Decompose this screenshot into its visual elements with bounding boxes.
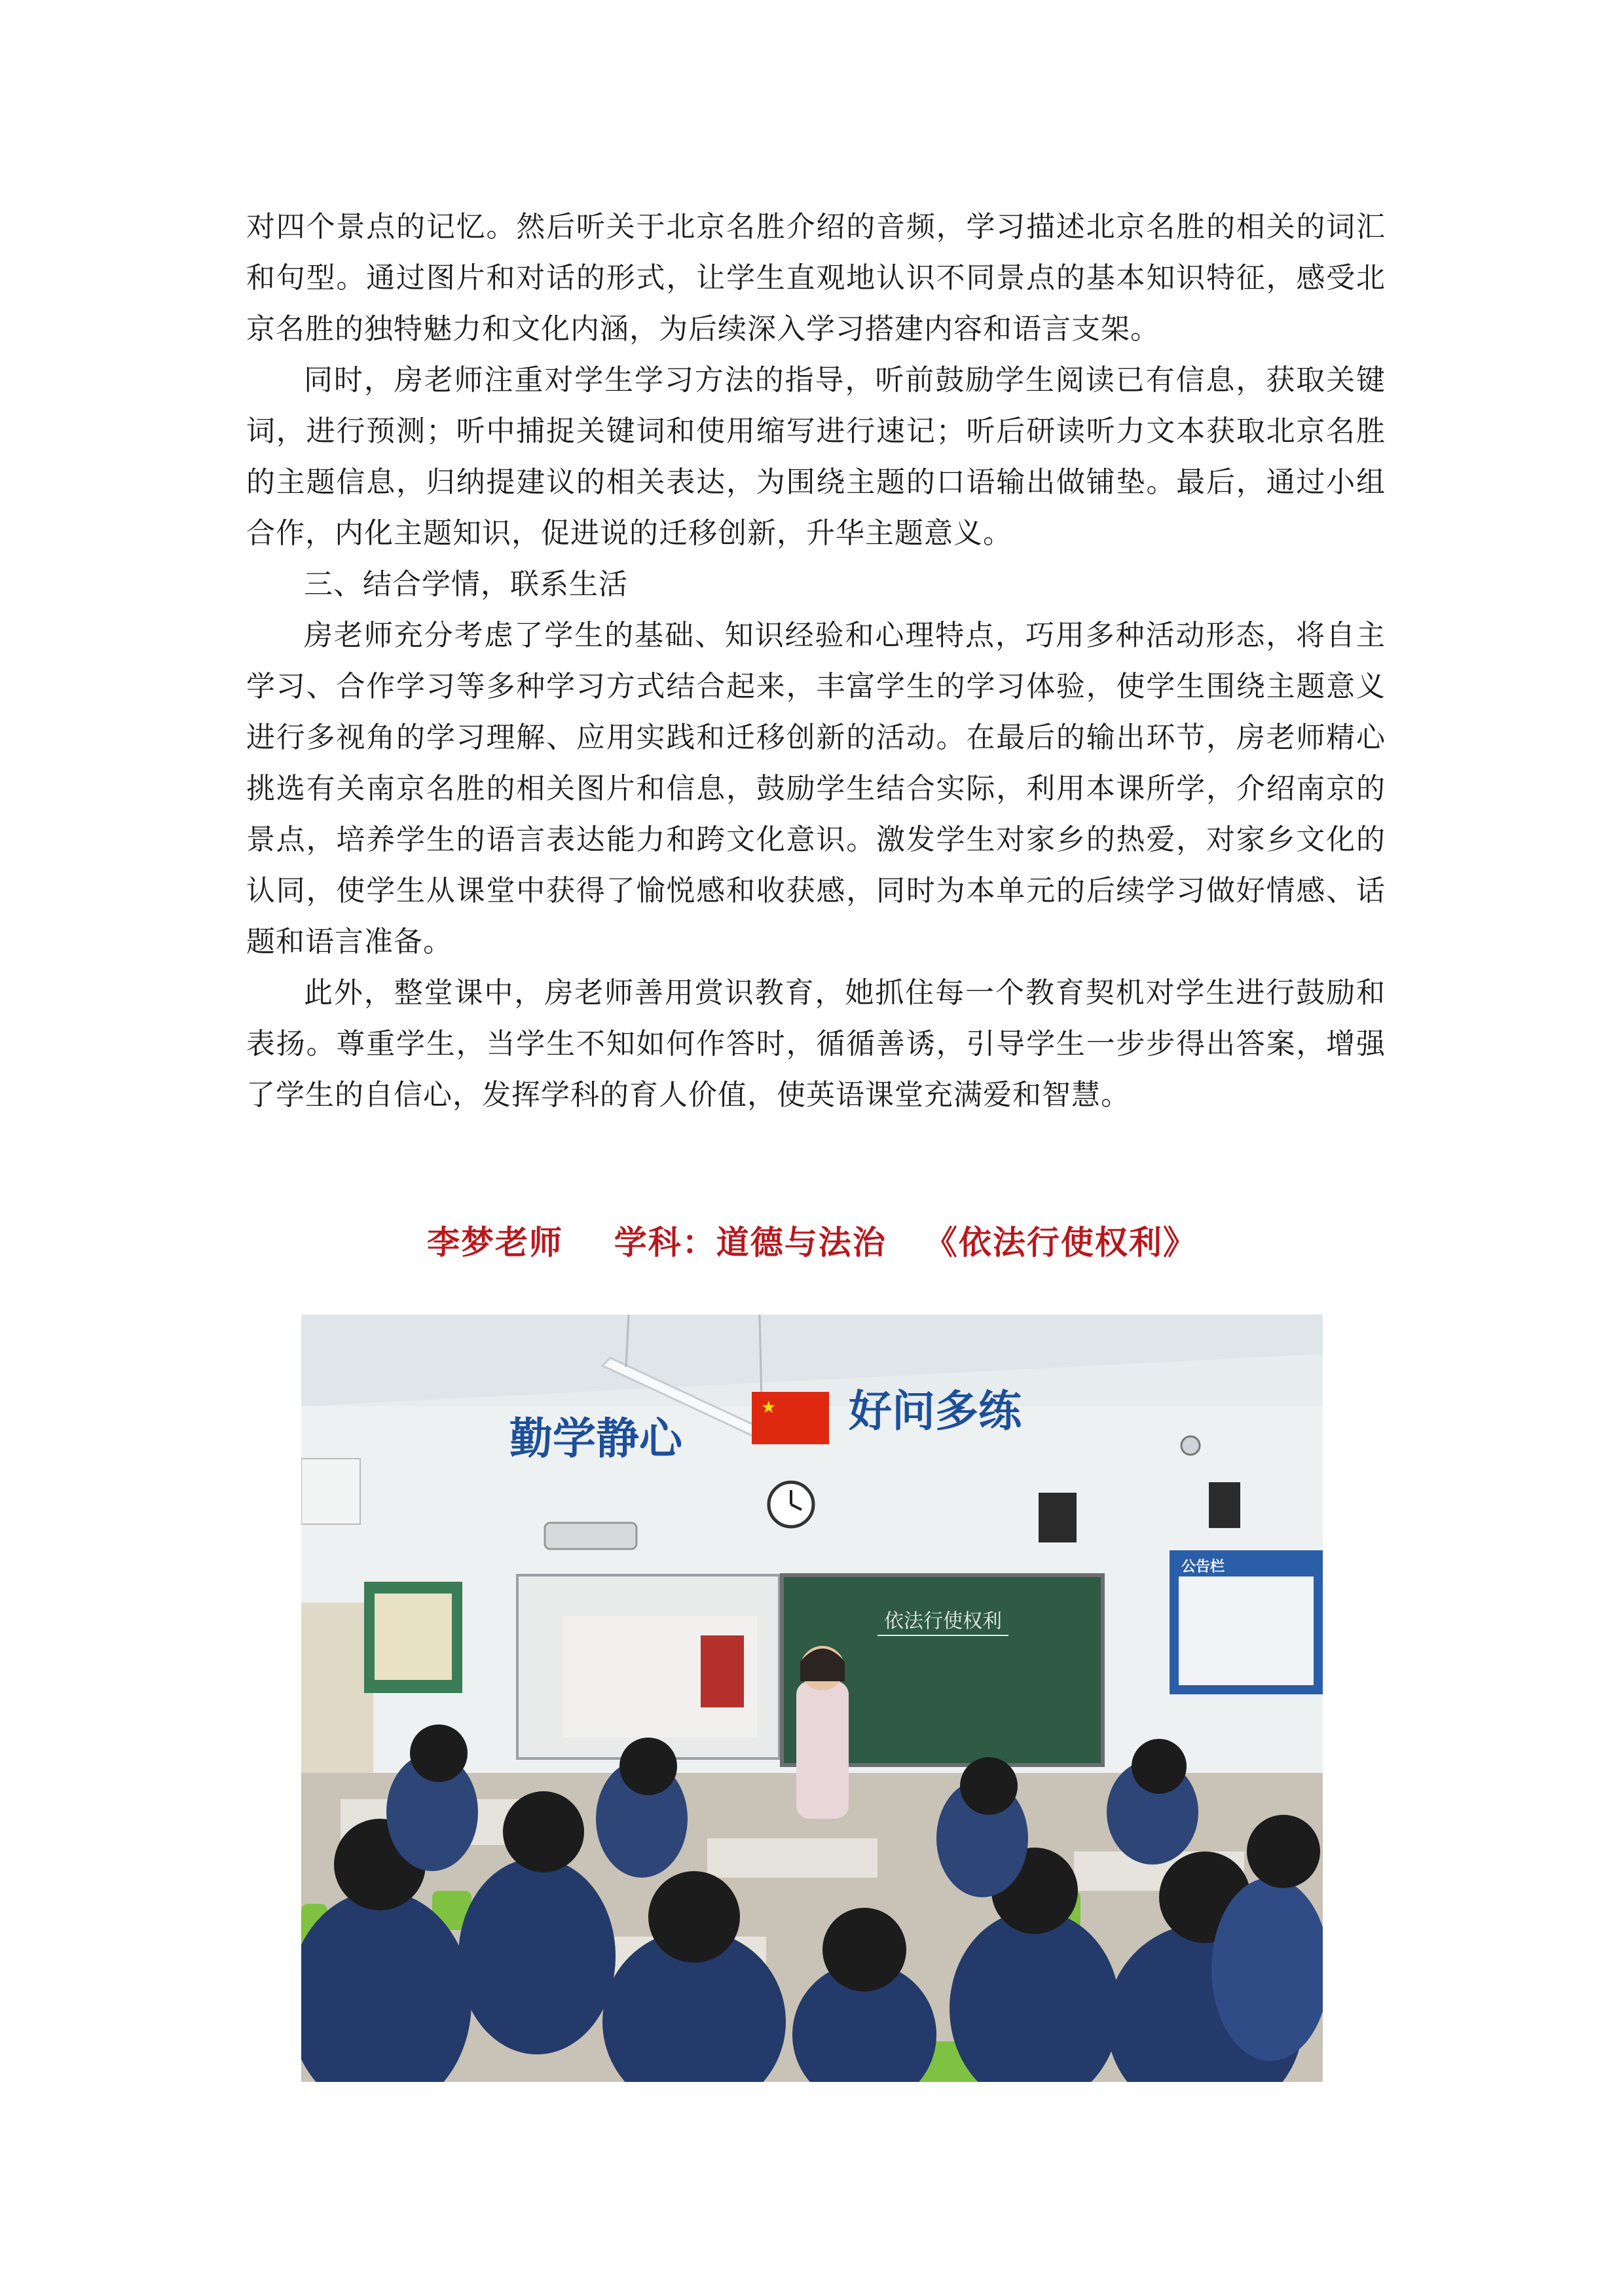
svg-text:勤学静心: 勤学静心 bbox=[509, 1413, 682, 1464]
svg-text:公告栏: 公告栏 bbox=[1181, 1559, 1225, 1575]
wall-slogan-left bbox=[509, 1413, 684, 1464]
svg-text:依法行使权利: 依法行使权利 bbox=[884, 1610, 1002, 1633]
paragraph-continuation: 对四个景点的记忆。然后听关于北京名胜介绍的音频，学习描述北京名胜的相关的词汇和句型。通过图片和对话的形式，让学生直观地认识不同景点的基本知识特征，感受北京名胜的独特魅力和文化内涵，为后续深入学习搭建内容和语言支架。 bbox=[246, 210, 1386, 346]
notice-board bbox=[1170, 1550, 1323, 1694]
photo-caption: 李梦老师 学科：道德与法治 《依法行使权利》 bbox=[427, 1224, 1197, 1262]
classroom-photo bbox=[301, 1315, 1323, 2082]
wall-clock-icon bbox=[769, 1482, 813, 1527]
svg-text:好问多练: 好问多练 bbox=[849, 1386, 1022, 1436]
wall-slogan-right bbox=[849, 1386, 1024, 1436]
body-text bbox=[246, 202, 1386, 1121]
teacher-figure bbox=[796, 1646, 849, 1819]
section-heading: 三、结合学情，联系生活 bbox=[304, 568, 628, 601]
national-flag bbox=[752, 1392, 829, 1444]
paragraph-methods: 同时，房老师注重对学生学习方法的指导，听前鼓励学生阅读已有信息，获取关键词，进行预测；听中捕捉关键词和使用缩写进行速记；听后研读听力文本获取北京名胜的主题信息，归纳提建议的相关表达，为围绕主题的口语输出做铺垫。最后，通过小组合作，内化主题知识，促进说的迁移创新，升华主题意义。 bbox=[246, 363, 1386, 550]
paragraph-appreciation: 此外，整堂课中，房老师善用赏识教育，她抓住每一个教育契机对学生进行鼓励和表扬。尊重学生，当学生不知如何作答时，循循善诱，引导学生一步步得出答案，增强了学生的自信心，发挥学科的育人价值，使英语课堂充满爱和智慧。 bbox=[246, 976, 1386, 1112]
svg-text:★: ★ bbox=[761, 1398, 777, 1417]
paragraph-learning-situation: 房老师充分考虑了学生的基础、知识经验和心理特点，巧用多种活动形态，将自主学习、合作学习等多种学习方式结合起来，丰富学生的学习体验，使学生围绕主题意义进行多视角的学习理解、应用实践和迁移创新的活动。在最后的输出环节，房老师精心挑选有关南京名胜的相关图片和信息，鼓励学生结合实际，利用本课所学，介绍南京的景点，培养学生的语言表达能力和跨文化意识。激发学生对家乡的热爱，对家乡文化的认同，使学生从课堂中获得了愉悦感和收获感，同时为本单元的后续学习做好情感、话题和语言准备。 bbox=[246, 619, 1386, 958]
